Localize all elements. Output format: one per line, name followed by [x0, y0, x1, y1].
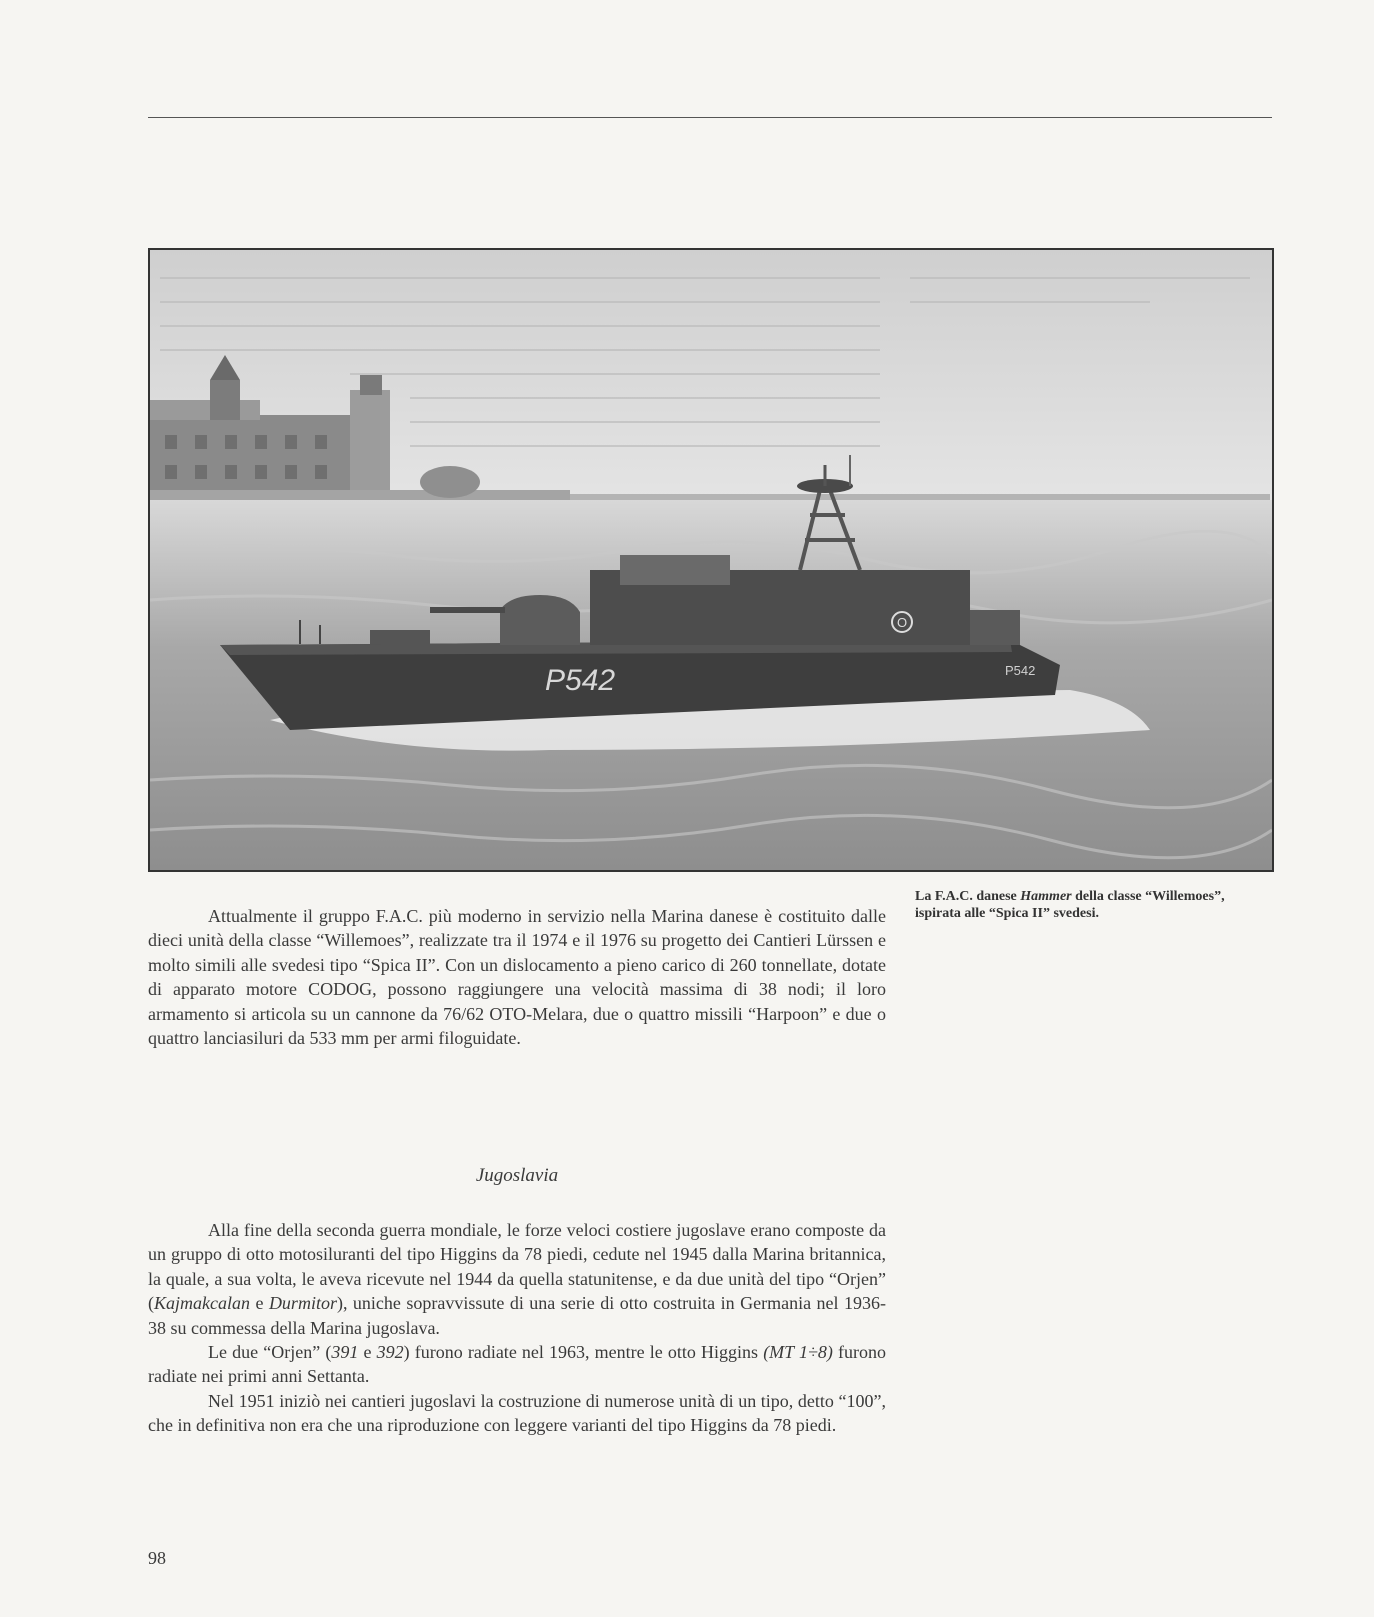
ship-photograph	[148, 248, 1274, 872]
paragraph-higgins: Alla fine della seconda guerra mondiale, le forze veloci costiere jugoslave erano composte da un gruppo di otto motosiluranti del tipo Higgins da 78 piedi, cedute nel 1945 dalla Marina britannica, la quale, a sua volta, le aveva ricevute nel 1944 da quella statunitense, e da due unità del tipo “Orjen” (Kajmakcalan e Durmitor), uniche sopravvissute di una serie di otto costruita in Germania nel 1936-38 su commessa della Marina jugoslava.	[148, 1220, 886, 1338]
photo-caption: La F.A.C. danese Hammer della classe “Willemoes”, ispirata alle “Spica II” svedesi.	[915, 889, 1225, 921]
body-text-denmark	[148, 904, 886, 1050]
hull-number-aft: P542	[1005, 663, 1036, 678]
header-rule	[148, 117, 1272, 118]
caption-ship-name: Hammer	[1020, 889, 1072, 904]
paragraph-willemoes: Attualmente il gruppo F.A.C. più moderno in servizio nella Marina danese è costituito dalle dieci unità della classe “Willemoes”, realizzate tra il 1974 e il 1976 su progetto dei Cantieri Lürssen e molto simili alle svedesi tipo “Spica II”. Con un dislocamento a pieno carico di 260 tonnellate, dotate di apparato motore CODOG, possono raggiungere una velocità massima di 38 nodi; il loro armamento si articola su un cannone da 76/62 OTO-Melara, due o quattro missili “Harpoon” e due o quattro lanciasiluri da 533 mm per armi filoguidate.	[148, 906, 886, 1049]
mast-marking: O	[896, 615, 908, 630]
paragraph-tipo-100: Nel 1951 iniziò nei cantieri jugoslavi la costruzione di numerose unità di un tipo, detto “100”, che in definitiva non era che una riproduzione con leggere varianti del tipo Higgins da 78 piedi.	[148, 1390, 886, 1436]
page-number: 98	[148, 1548, 166, 1568]
paragraph-orjen: Le due “Orjen” (391 e 392) furono radiate nel 1963, mentre le otto Higgins (MT 1÷8) furono radiate nei primi anni Settanta.	[148, 1342, 886, 1387]
photo-illustration	[150, 250, 1272, 870]
section-heading-jugoslavia: Jugoslavia	[475, 1165, 559, 1186]
hull-number: P542	[545, 664, 616, 697]
body-text-jugoslavia	[148, 1218, 886, 1438]
